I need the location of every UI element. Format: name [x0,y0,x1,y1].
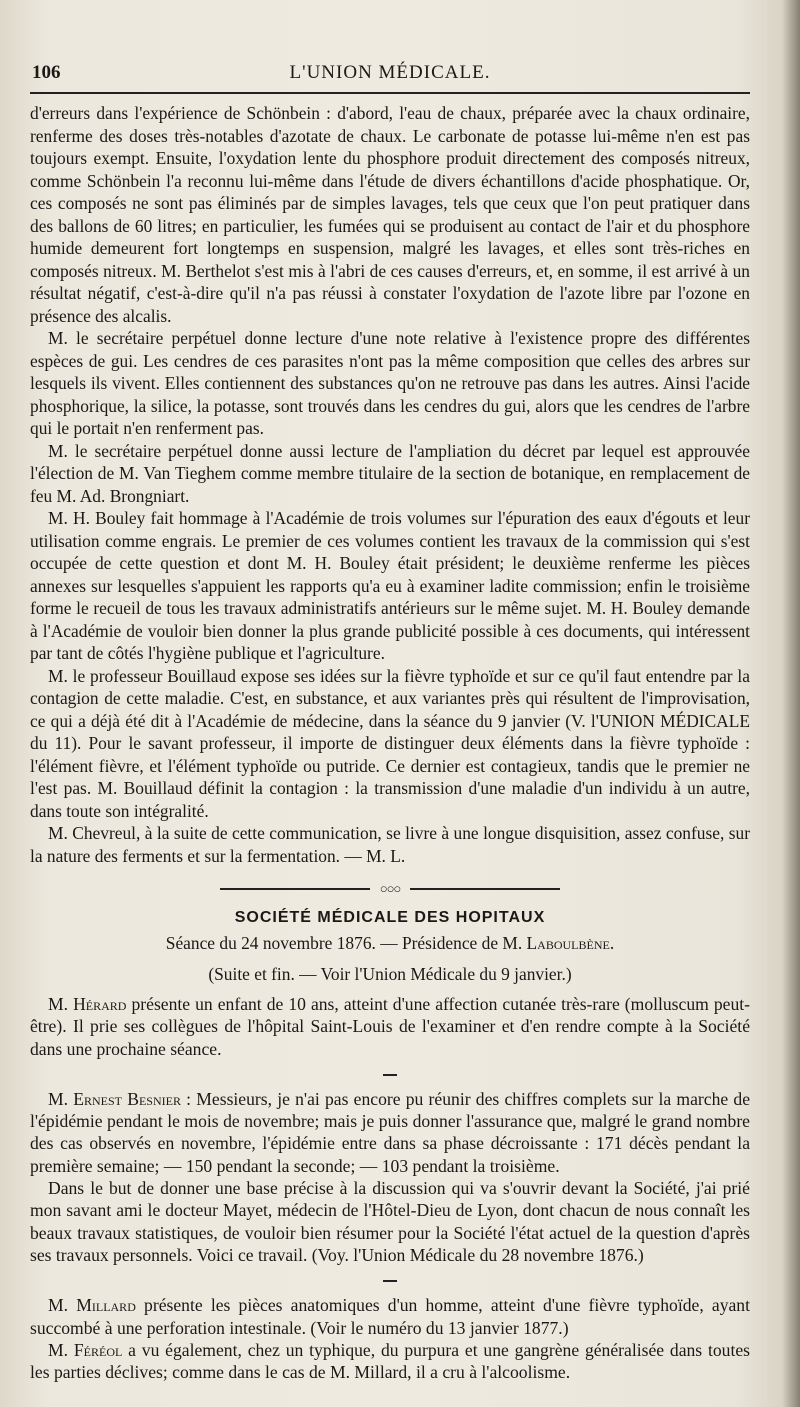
millard-text: présente les pièces anatomiques d'un homme, atteint d'une fièvre typhoïde, ayant succombé à une perforation intestinale. (Voir le numéro du 13 janvier 1877.) [30,1295,750,1338]
besnier-text: : Messieurs, je n'ai pas encore pu réunir des chiffres complets sur la marche de l'épidémie pendant le mois de novembre; mais je puis donner l'assurance que, malgré le grand nombre des cas observés en novembre, l'épidémie entre dans sa phase décroissante : 171 décès pendant la première semaine; — 150 pendant la seconde; — 103 pendant la troisième. [30,1088,750,1176]
paragraph-bouillaud: M. le professeur Bouillaud expose ses idées sur la fièvre typhoïde et sur ce qu'il faut entendre par la contagion de cette maladie. C'est, en substance, et aux variantes près qui résultent de l'improvisation, ce qui a déjà été dit à l'Académie de médecine, dans la séance du 9 janvier (V. l'UNION MÉDICALE du 11). Pour le savant professeur, il importe de distinguer deux éléments dans la fièvre typhoïde : l'élément fièvre, et l'élément typhoïde ou putride. Ce dernier est contagieux, tandis que le premier ne l'est pas. M. Bouillaud définit la contagion : la transmission d'une maladie d'un individu à un autre, dans toute son intégralité. [30,665,750,821]
herard-text: présente un enfant de 10 ans, atteint d'une affection cutanée très-rare (molluscum peut-être). Il prie ses collègues de l'hôpital Saint-Louis de l'examiner et d'en rendre compte à la Société dans une prochaine séance. [30,994,750,1059]
speaker-herard: M. Hérard [48,994,127,1014]
speaker-millard: M. Millard [48,1295,136,1316]
society-title: SOCIÉTÉ MÉDICALE DES HOPITAUX [234,909,546,926]
paragraph-bouley: M. H. Bouley fait hommage à l'Académie de trois volumes sur l'épuration des eaux d'égouts et leur utilisation comme engrais. Le premier de ces volumes contient les travaux de la commission qui s'est occupée de cette question et dont M. H. Bouley était président; le deuxième renferme les pièces annexes sur lesquelles s'appuient les rapports qu'a eu à examiner ladite commission; enfin le troisième forme le recueil de tous les travaux administratifs antérieurs sur le même sujet. M. H. Bouley demande à l'Académie de vouloir bien donner la plus grande publicité possible à ces documents, qui intéressent par tant de côtés l'hygiène publique et l'agriculture. [30,508,750,663]
speaker-besnier: M. Ernest Besnier [48,1088,181,1109]
page-number: 106 [32,62,61,83]
short-rule-2 [383,1280,397,1282]
page-edge-shadow [782,0,800,1407]
section-divider-ornament [220,881,560,897]
suite-line: (Suite et fin. — Voir l'Union Médicale du 9 janvier.) [208,964,572,984]
seance-suffix: . [609,933,615,953]
paragraph-herard [30,993,750,1060]
page-header [30,62,750,94]
paragraph-chevreul: M. Chevreul, à la suite de cette communication, se livre à une longue disquisition, assez confuse, sur la nature des ferments et sur la fermentation. — M. L. [30,823,750,866]
short-rule-1 [383,1074,397,1076]
president-name: Laboulbène [526,933,610,953]
paragraph-mayet: Dans le but de donner une base précise à la discussion qui va s'ouvrir devant la Société, j'ai prié mon savant ami le docteur Mayet, médecin de l'Hôtel-Dieu de Lyon, dont chacun de nous connaît les beaux travaux statistiques, de vouloir bien résumer pour la Société l'état actuel de la question d'après ses travaux personnels. Voici ce travail. (Voy. l'Union Médicale du 28 novembre 1876.) [30,1178,750,1265]
society-report [30,993,750,1383]
ferreol-text: a vu également, chez un typhique, du purpura et une gangrène généralisée dans toutes les parties déclives; comme dans le cas de M. Millard, il a cru à l'alcoolisme. [30,1339,750,1383]
running-title: L'UNION MÉDICALE. [289,62,491,83]
seance-prefix: Séance du 24 novembre 1876. — Présidence de M. [165,933,527,953]
paragraph-van-tieghem: M. le secrétaire perpétuel donne aussi lecture de l'ampliation du décret par lequel est approuvée l'élection de M. Van Tieghem comme membre titulaire de la section de botanique, en remplacement de feu M. Ad. Brongniart. [30,440,750,506]
divider-line-left [220,888,370,890]
divider-ornament-circles: ○○○ [379,881,401,896]
academy-report [30,102,750,867]
paragraph-besnier [30,1088,750,1177]
paragraph-ferreol [30,1339,750,1384]
speaker-ferreol: M. Féréol [48,1339,123,1360]
paragraph-gui: M. le secrétaire perpétuel donne lecture d'une note relative à l'existence propre des différentes espèces de gui. Les cendres de ces parasites n'ont pas la même composition que celles des arbres sur lesquels ils vivent. Elles contiennent des substances qu'on ne retrouve pas dans les autres. Ainsi l'acide phosphorique, la silice, la potasse, sont trouvés dans les cendres du gui, alors que les cendres de l'arbre qui le portait n'en renferment pas. [30,328,750,438]
seance-line [30,933,750,954]
divider-line-right [410,888,560,890]
paragraph-berthelot: d'erreurs dans l'expérience de Schönbein : d'abord, l'eau de chaux, préparée avec la chaux ordinaire, renferme des doses très-notables d'azotate de chaux. Le carbonate de potasse lui-même n'en est pas toujours exempt. Ensuite, l'oxydation lente du phosphore produit directement des composés nitreux, comme Schönbein l'a reconnu lui-même dans l'étude de divers échantillons d'acide phosphatique. Or, ces composés ne sont pas éliminés par de simples lavages, tels que ceux que l'on peut pratiquer dans des ballons de 60 litres; en particulier, les fumées qui se produisent au contact de l'air et du phosphore humide demeurent fort longtemps en suspension, malgré les lavages, et elles sont très-riches en composés nitreux. M. Berthelot s'est mis à l'abri de ces causes d'erreurs, et, en somme, il est arrivé à un résultat négatif, c'est-à-dire qu'il n'a pas réussi à constater l'oxydation de l'azote libre par l'ozone en présence des alcalis. [30,103,750,326]
paragraph-millard [30,1294,750,1339]
